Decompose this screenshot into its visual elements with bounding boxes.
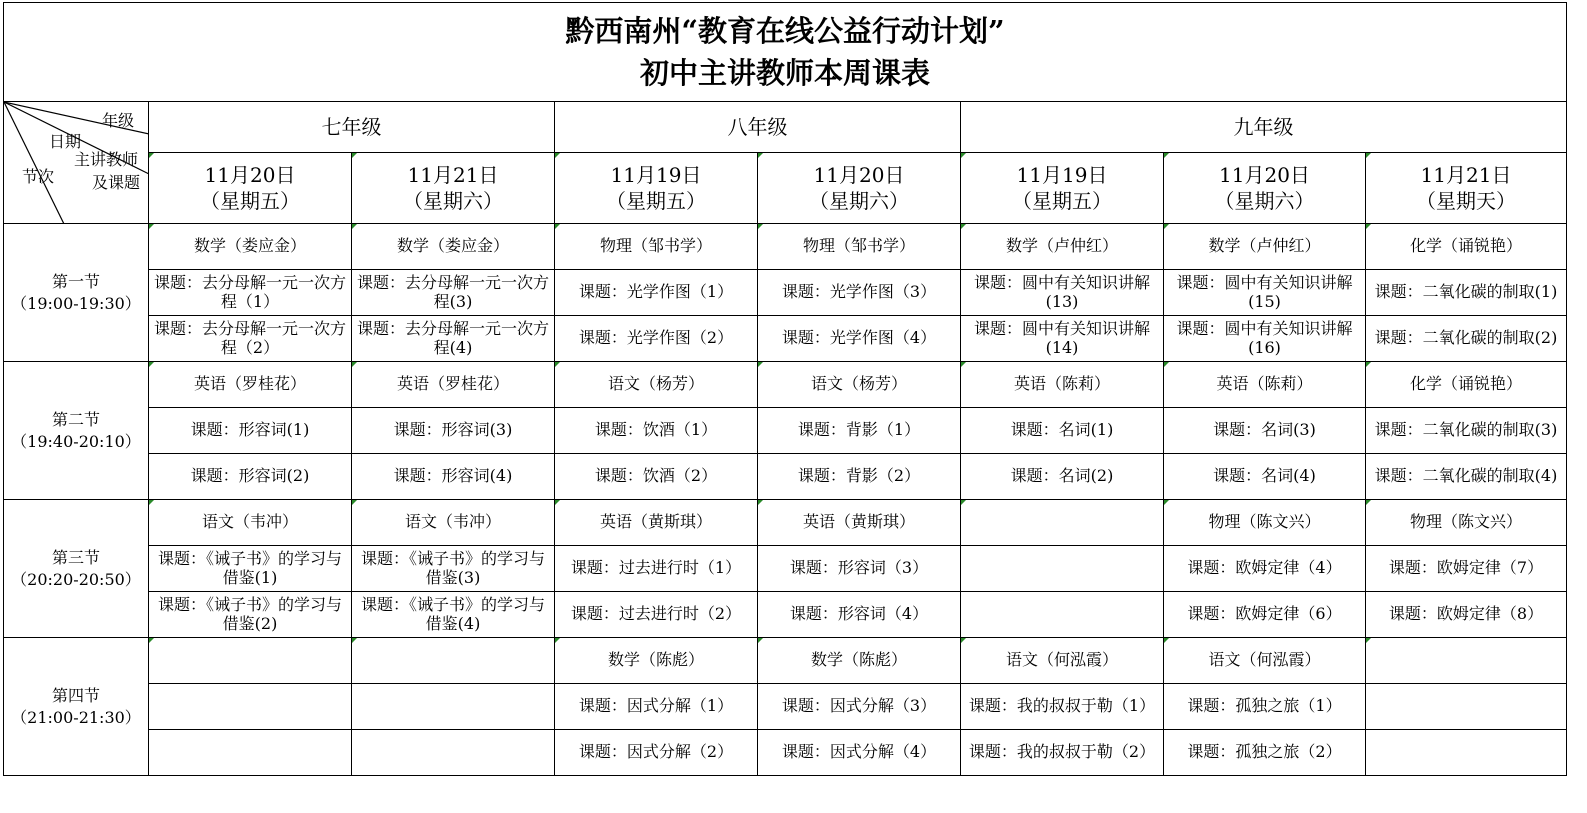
subject-teacher-cell	[149, 638, 352, 684]
subject-teacher-cell: 物理（陈文兴）	[1366, 500, 1567, 546]
lesson-topic-cell: 课题：光学作图（2）	[555, 316, 758, 362]
subject-teacher-cell: 语文（何泓霞）	[961, 638, 1164, 684]
date-label: 11月20日	[1219, 163, 1310, 187]
lesson-topic-cell: 课题：圆中有关知识讲解(15)	[1164, 270, 1366, 316]
period-time: （19:40-20:10）	[11, 431, 141, 451]
lesson-topic-cell: 课题：圆中有关知识讲解(16)	[1164, 316, 1366, 362]
subject-teacher-cell: 语文（杨芳）	[758, 362, 961, 408]
corner-date-label: 日期	[49, 132, 82, 151]
lesson-topic-cell: 课题：光学作图（3）	[758, 270, 961, 316]
lesson-topic-cell: 课题：背影（1）	[758, 408, 961, 454]
schedule-row	[4, 500, 1567, 546]
schedule-row	[4, 362, 1567, 408]
lesson-topic-cell: 课题：《诫子书》的学习与借鉴(3)	[352, 546, 555, 592]
lesson-topic-cell: 课题：过去进行时（2）	[555, 592, 758, 638]
schedule-row	[4, 546, 1567, 592]
period-name: 第三节	[51, 547, 100, 567]
corner-teacher-label-1: 主讲教师	[74, 150, 139, 169]
schedule-row	[4, 730, 1567, 776]
subject-teacher-cell: 数学（陈彪）	[555, 638, 758, 684]
lesson-topic-cell: 课题：因式分解（2）	[555, 730, 758, 776]
corner-header-cell	[4, 102, 149, 224]
subject-teacher-cell: 英语（罗桂花）	[352, 362, 555, 408]
lesson-topic-cell	[149, 730, 352, 776]
lesson-topic-cell: 课题：形容词（4）	[758, 592, 961, 638]
date-label: 11月20日	[204, 163, 296, 187]
subject-teacher-cell: 物理（陈文兴）	[1164, 500, 1366, 546]
lesson-topic-cell: 课题：名词(4)	[1164, 454, 1366, 500]
lesson-topic-cell: 课题：二氧化碳的制取(3)	[1366, 408, 1567, 454]
schedule-row	[4, 684, 1567, 730]
period-time: （20:20-20:50）	[11, 569, 141, 589]
lesson-topic-cell: 课题：光学作图（4）	[758, 316, 961, 362]
title-line-1: 黔西南州“教育在线公益行动计划”	[565, 13, 1005, 48]
lesson-topic-cell	[1366, 730, 1567, 776]
lesson-topic-cell	[352, 684, 555, 730]
grade-7-header: 七年级	[149, 102, 555, 153]
grade-header-row	[4, 102, 1567, 153]
page-title	[4, 3, 1567, 102]
lesson-topic-cell: 课题：形容词(3)	[352, 408, 555, 454]
date-header-cell	[149, 153, 352, 224]
subject-teacher-cell: 语文（韦冲）	[149, 500, 352, 546]
lesson-topic-cell: 课题：因式分解（4）	[758, 730, 961, 776]
lesson-topic-cell: 课题：《诫子书》的学习与借鉴(4)	[352, 592, 555, 638]
subject-teacher-cell: 数学（卢仲红）	[1164, 224, 1366, 270]
lesson-topic-cell: 课题：欧姆定律（8）	[1366, 592, 1567, 638]
lesson-topic-cell: 课题：去分母解一元一次方程（2）	[149, 316, 352, 362]
weekday-label: （星期五）	[606, 189, 706, 213]
weekday-label: （星期六）	[809, 189, 909, 213]
lesson-topic-cell: 课题：欧姆定律（7）	[1366, 546, 1567, 592]
subject-teacher-cell: 语文（杨芳）	[555, 362, 758, 408]
title-row	[4, 3, 1567, 102]
period-cell	[4, 638, 149, 776]
lesson-topic-cell: 课题：孤独之旅（2）	[1164, 730, 1366, 776]
date-label: 11月19日	[1016, 163, 1108, 187]
subject-teacher-cell: 英语（陈莉）	[1164, 362, 1366, 408]
date-header-cell	[555, 153, 758, 224]
lesson-topic-cell: 课题：去分母解一元一次方程（1）	[149, 270, 352, 316]
lesson-topic-cell: 课题：二氧化碳的制取(4)	[1366, 454, 1567, 500]
schedule-row	[4, 592, 1567, 638]
date-header-cell	[352, 153, 555, 224]
date-header-cell	[1164, 153, 1366, 224]
subject-teacher-cell	[1366, 638, 1567, 684]
date-label: 11月19日	[610, 163, 702, 187]
lesson-topic-cell: 课题：光学作图（1）	[555, 270, 758, 316]
lesson-topic-cell: 课题：形容词(1)	[149, 408, 352, 454]
subject-teacher-cell: 英语（陈莉）	[961, 362, 1164, 408]
subject-teacher-cell: 数学（娄应金）	[352, 224, 555, 270]
lesson-topic-cell: 课题：二氧化碳的制取(1)	[1366, 270, 1567, 316]
lesson-topic-cell: 课题：过去进行时（1）	[555, 546, 758, 592]
period-name: 第四节	[51, 685, 100, 705]
lesson-topic-cell: 课题：孤独之旅（1）	[1164, 684, 1366, 730]
title-line-2: 初中主讲教师本周课表	[639, 56, 930, 90]
date-header-cell	[1366, 153, 1567, 224]
lesson-topic-cell	[1366, 684, 1567, 730]
corner-grade-label: 年级	[102, 111, 135, 130]
lesson-topic-cell: 课题：去分母解一元一次方程(4)	[352, 316, 555, 362]
lesson-topic-cell: 课题：形容词（3）	[758, 546, 961, 592]
subject-teacher-cell: 英语（罗桂花）	[149, 362, 352, 408]
lesson-topic-cell: 课题：形容词(4)	[352, 454, 555, 500]
schedule-row	[4, 454, 1567, 500]
lesson-topic-cell: 课题：我的叔叔于勒（2）	[961, 730, 1164, 776]
subject-teacher-cell: 物理（邹书学）	[758, 224, 961, 270]
corner-period-label: 节次	[22, 167, 55, 186]
lesson-topic-cell: 课题：圆中有关知识讲解(14)	[961, 316, 1164, 362]
lesson-topic-cell: 课题：背影（2）	[758, 454, 961, 500]
weekday-label: （星期六）	[403, 189, 503, 213]
date-label: 11月20日	[813, 163, 905, 187]
period-cell	[4, 362, 149, 500]
period-name: 第二节	[51, 409, 100, 429]
schedule-row	[4, 224, 1567, 270]
subject-teacher-cell: 英语（黄斯琪）	[555, 500, 758, 546]
grade-8-header: 八年级	[555, 102, 961, 153]
lesson-topic-cell: 课题：形容词(2)	[149, 454, 352, 500]
corner-teacher-label-2: 及课题	[92, 173, 141, 192]
lesson-topic-cell: 课题：因式分解（3）	[758, 684, 961, 730]
lesson-topic-cell: 课题：名词(1)	[961, 408, 1164, 454]
lesson-topic-cell	[961, 546, 1164, 592]
schedule-table	[3, 2, 1567, 776]
subject-teacher-cell: 物理（邹书学）	[555, 224, 758, 270]
lesson-topic-cell: 课题：欧姆定律（6）	[1164, 592, 1366, 638]
lesson-topic-cell	[149, 684, 352, 730]
period-name: 第一节	[51, 271, 100, 291]
lesson-topic-cell: 课题：《诫子书》的学习与借鉴(2)	[149, 592, 352, 638]
subject-teacher-cell: 数学（娄应金）	[149, 224, 352, 270]
lesson-topic-cell: 课题：二氧化碳的制取(2)	[1366, 316, 1567, 362]
weekday-label: （星期天）	[1416, 189, 1516, 213]
lesson-topic-cell	[961, 592, 1164, 638]
period-cell	[4, 224, 149, 362]
grade-9-header: 九年级	[961, 102, 1567, 153]
period-time: （21:00-21:30）	[11, 707, 141, 727]
date-header-row	[4, 153, 1567, 224]
date-label: 11月21日	[1420, 163, 1512, 187]
lesson-topic-cell: 课题：因式分解（1）	[555, 684, 758, 730]
weekday-label: （星期六）	[1214, 189, 1315, 213]
subject-teacher-cell: 数学（陈彪）	[758, 638, 961, 684]
subject-teacher-cell: 语文（何泓霞）	[1164, 638, 1366, 684]
lesson-topic-cell: 课题：《诫子书》的学习与借鉴(1)	[149, 546, 352, 592]
lesson-topic-cell: 课题：圆中有关知识讲解(13)	[961, 270, 1164, 316]
weekday-label: （星期五）	[200, 189, 300, 213]
subject-teacher-cell	[352, 638, 555, 684]
period-time: （19:00-19:30）	[11, 293, 141, 313]
subject-teacher-cell: 语文（韦冲）	[352, 500, 555, 546]
weekday-label: （星期五）	[1012, 189, 1112, 213]
subject-teacher-cell: 数学（卢仲红）	[961, 224, 1164, 270]
lesson-topic-cell: 课题：我的叔叔于勒（1）	[961, 684, 1164, 730]
subject-teacher-cell: 英语（黄斯琪）	[758, 500, 961, 546]
lesson-topic-cell: 课题：名词(3)	[1164, 408, 1366, 454]
lesson-topic-cell	[352, 730, 555, 776]
lesson-topic-cell: 课题：欧姆定律（4）	[1164, 546, 1366, 592]
period-cell	[4, 500, 149, 638]
lesson-topic-cell: 课题：饮酒（2）	[555, 454, 758, 500]
schedule-row	[4, 316, 1567, 362]
schedule-row	[4, 270, 1567, 316]
schedule-row	[4, 408, 1567, 454]
date-label: 11月21日	[407, 163, 499, 187]
lesson-topic-cell: 课题：名词(2)	[961, 454, 1164, 500]
date-header-cell	[961, 153, 1164, 224]
schedule-sheet	[3, 2, 1569, 800]
date-header-cell	[758, 153, 961, 224]
subject-teacher-cell: 化学（诵锐艳）	[1366, 224, 1567, 270]
subject-teacher-cell: 化学（诵锐艳）	[1366, 362, 1567, 408]
lesson-topic-cell: 课题：饮酒（1）	[555, 408, 758, 454]
schedule-row	[4, 638, 1567, 684]
lesson-topic-cell: 课题：去分母解一元一次方程(3)	[352, 270, 555, 316]
subject-teacher-cell	[961, 500, 1164, 546]
